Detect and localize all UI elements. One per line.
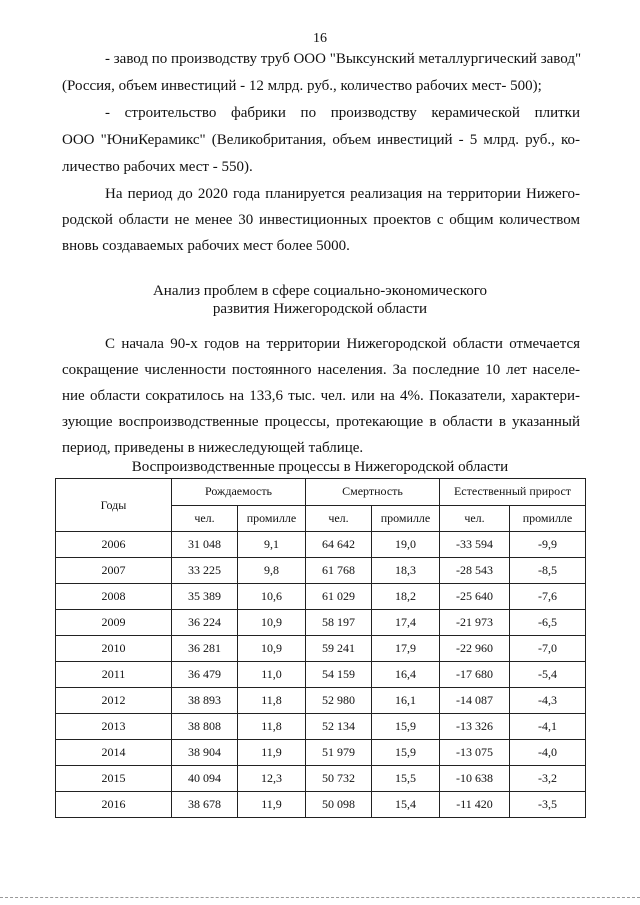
table-caption: Воспроизводственные процессы в Нижегородской области <box>131 459 509 475</box>
cell-natural-permille: -7,6 <box>510 584 586 610</box>
paragraph-4-line-3: ние области сократилось на 133,6 тыс. чел. или на 4%. Показатели, характери- <box>62 388 580 404</box>
cell-births-permille: 10,9 <box>238 610 306 636</box>
cell-natural-people: -22 960 <box>440 636 510 662</box>
cell-births-people: 31 048 <box>172 532 238 558</box>
cell-deaths-people: 59 241 <box>306 636 372 662</box>
cell-deaths-permille: 15,5 <box>372 766 440 792</box>
cell-deaths-permille: 15,9 <box>372 740 440 766</box>
paragraph-4-line-1: С начала 90-х годов на территории Нижегородской области отмечается <box>105 336 580 352</box>
table-row <box>56 740 586 766</box>
cell-deaths-people: 50 098 <box>306 792 372 818</box>
section-heading-line-1: Анализ проблем в сфере социально-экономического <box>152 283 488 299</box>
cell-natural-people: -28 543 <box>440 558 510 584</box>
table-row <box>56 558 586 584</box>
cell-births-people: 38 808 <box>172 714 238 740</box>
cell-births-permille: 12,3 <box>238 766 306 792</box>
cell-year: 2006 <box>56 532 172 558</box>
paragraph-3-line-1: На период до 2020 года планируется реализация на территории Нижего- <box>105 186 580 202</box>
cell-year: 2014 <box>56 740 172 766</box>
cell-natural-people: -17 680 <box>440 662 510 688</box>
cell-births-people: 38 904 <box>172 740 238 766</box>
section-heading-line-2: развития Нижегородской области <box>212 301 428 317</box>
table-row <box>56 584 586 610</box>
cell-births-permille: 11,9 <box>238 792 306 818</box>
subheader-natural-permille: промилле <box>510 505 586 532</box>
cell-deaths-permille: 17,4 <box>372 610 440 636</box>
subheader-births-permille: промилле <box>238 505 306 532</box>
cell-natural-permille: -3,2 <box>510 766 586 792</box>
table-row <box>56 766 586 792</box>
paragraph-4-line-4: зующие воспроизводственные процессы, протекающие в области в указанный <box>62 414 580 430</box>
cell-deaths-people: 52 134 <box>306 714 372 740</box>
cell-deaths-permille: 19,0 <box>372 532 440 558</box>
cell-deaths-people: 52 980 <box>306 688 372 714</box>
subheader-deaths-permille: промилле <box>372 505 440 532</box>
cell-births-people: 33 225 <box>172 558 238 584</box>
cell-natural-people: -10 638 <box>440 766 510 792</box>
header-births: Рождаемость <box>172 479 306 506</box>
cell-natural-permille: -4,0 <box>510 740 586 766</box>
cell-births-permille: 10,6 <box>238 584 306 610</box>
header-deaths: Смертность <box>306 479 440 506</box>
reproduction-table <box>55 478 586 818</box>
cell-year: 2011 <box>56 662 172 688</box>
paragraph-4-line-2: сокращение численности постоянного населения. За последние 10 лет населе- <box>62 362 580 378</box>
cell-natural-people: -21 973 <box>440 610 510 636</box>
table-row <box>56 714 586 740</box>
cell-natural-permille: -3,5 <box>510 792 586 818</box>
cell-deaths-permille: 15,9 <box>372 714 440 740</box>
cell-natural-people: -13 075 <box>440 740 510 766</box>
cell-deaths-permille: 15,4 <box>372 792 440 818</box>
header-years: Годы <box>56 479 172 532</box>
cell-deaths-people: 61 029 <box>306 584 372 610</box>
cell-deaths-permille: 16,1 <box>372 688 440 714</box>
cell-deaths-permille: 18,3 <box>372 558 440 584</box>
cell-births-permille: 9,8 <box>238 558 306 584</box>
subheader-deaths-people: чел. <box>306 505 372 532</box>
cell-births-people: 40 094 <box>172 766 238 792</box>
cell-births-people: 36 224 <box>172 610 238 636</box>
cell-natural-people: -33 594 <box>440 532 510 558</box>
cell-births-people: 35 389 <box>172 584 238 610</box>
cell-births-permille: 11,0 <box>238 662 306 688</box>
cell-births-people: 38 678 <box>172 792 238 818</box>
paragraph-4-line-5: период, приведены в нижеследующей таблице. <box>62 440 364 456</box>
paragraph-3-line-2: родской области не менее 30 инвестиционных проектов с общим количеством <box>62 212 580 228</box>
cell-births-permille: 11,8 <box>238 714 306 740</box>
cell-deaths-people: 61 768 <box>306 558 372 584</box>
cell-natural-permille: -8,5 <box>510 558 586 584</box>
paragraph-1-line-2: (Россия, объем инвестиций - 12 млрд. руб., количество рабочих мест- 500); <box>62 78 542 94</box>
paragraph-3-line-3: вновь создаваемых рабочих мест более 5000. <box>62 238 350 254</box>
cell-natural-permille: -9,9 <box>510 532 586 558</box>
subheader-natural-people: чел. <box>440 505 510 532</box>
table-row <box>56 688 586 714</box>
cell-natural-permille: -4,3 <box>510 688 586 714</box>
cell-births-people: 36 479 <box>172 662 238 688</box>
cell-natural-permille: -7,0 <box>510 636 586 662</box>
cell-deaths-people: 64 642 <box>306 532 372 558</box>
cell-deaths-people: 51 979 <box>306 740 372 766</box>
paragraph-2-line-3: личество рабочих мест - 550). <box>62 159 253 175</box>
header-natural-growth: Естественный прирост <box>440 479 586 506</box>
page-number: 16 <box>313 31 327 46</box>
paragraph-2-line-2: ООО "ЮниКерамикс" (Великобритания, объем инвестиций - 5 млрд. руб., ко- <box>62 132 580 148</box>
table-row <box>56 636 586 662</box>
table-row <box>56 792 586 818</box>
cell-births-people: 36 281 <box>172 636 238 662</box>
cell-natural-people: -14 087 <box>440 688 510 714</box>
cell-natural-people: -13 326 <box>440 714 510 740</box>
cell-natural-permille: -5,4 <box>510 662 586 688</box>
cell-births-permille: 11,8 <box>238 688 306 714</box>
cell-natural-people: -11 420 <box>440 792 510 818</box>
table-row <box>56 662 586 688</box>
subheader-births-people: чел. <box>172 505 238 532</box>
paragraph-1-line-1: - завод по производству труб ООО "Выксунский металлургический завод" <box>105 51 582 67</box>
cell-natural-permille: -4,1 <box>510 714 586 740</box>
cell-year: 2015 <box>56 766 172 792</box>
cell-births-people: 38 893 <box>172 688 238 714</box>
cell-deaths-permille: 18,2 <box>372 584 440 610</box>
cell-deaths-permille: 17,9 <box>372 636 440 662</box>
cell-year: 2012 <box>56 688 172 714</box>
cell-births-permille: 10,9 <box>238 636 306 662</box>
cell-year: 2009 <box>56 610 172 636</box>
paragraph-2-line-1: - строительство фабрики по производству керамической плитки <box>105 105 580 121</box>
cell-year: 2013 <box>56 714 172 740</box>
cell-year: 2016 <box>56 792 172 818</box>
cell-year: 2010 <box>56 636 172 662</box>
cell-deaths-permille: 16,4 <box>372 662 440 688</box>
cell-births-permille: 11,9 <box>238 740 306 766</box>
bottom-divider <box>0 897 640 898</box>
cell-year: 2008 <box>56 584 172 610</box>
cell-deaths-people: 50 732 <box>306 766 372 792</box>
table-body <box>56 532 586 818</box>
cell-natural-permille: -6,5 <box>510 610 586 636</box>
cell-year: 2007 <box>56 558 172 584</box>
table-row <box>56 610 586 636</box>
cell-natural-people: -25 640 <box>440 584 510 610</box>
cell-deaths-people: 58 197 <box>306 610 372 636</box>
cell-births-permille: 9,1 <box>238 532 306 558</box>
table-row <box>56 532 586 558</box>
cell-deaths-people: 54 159 <box>306 662 372 688</box>
